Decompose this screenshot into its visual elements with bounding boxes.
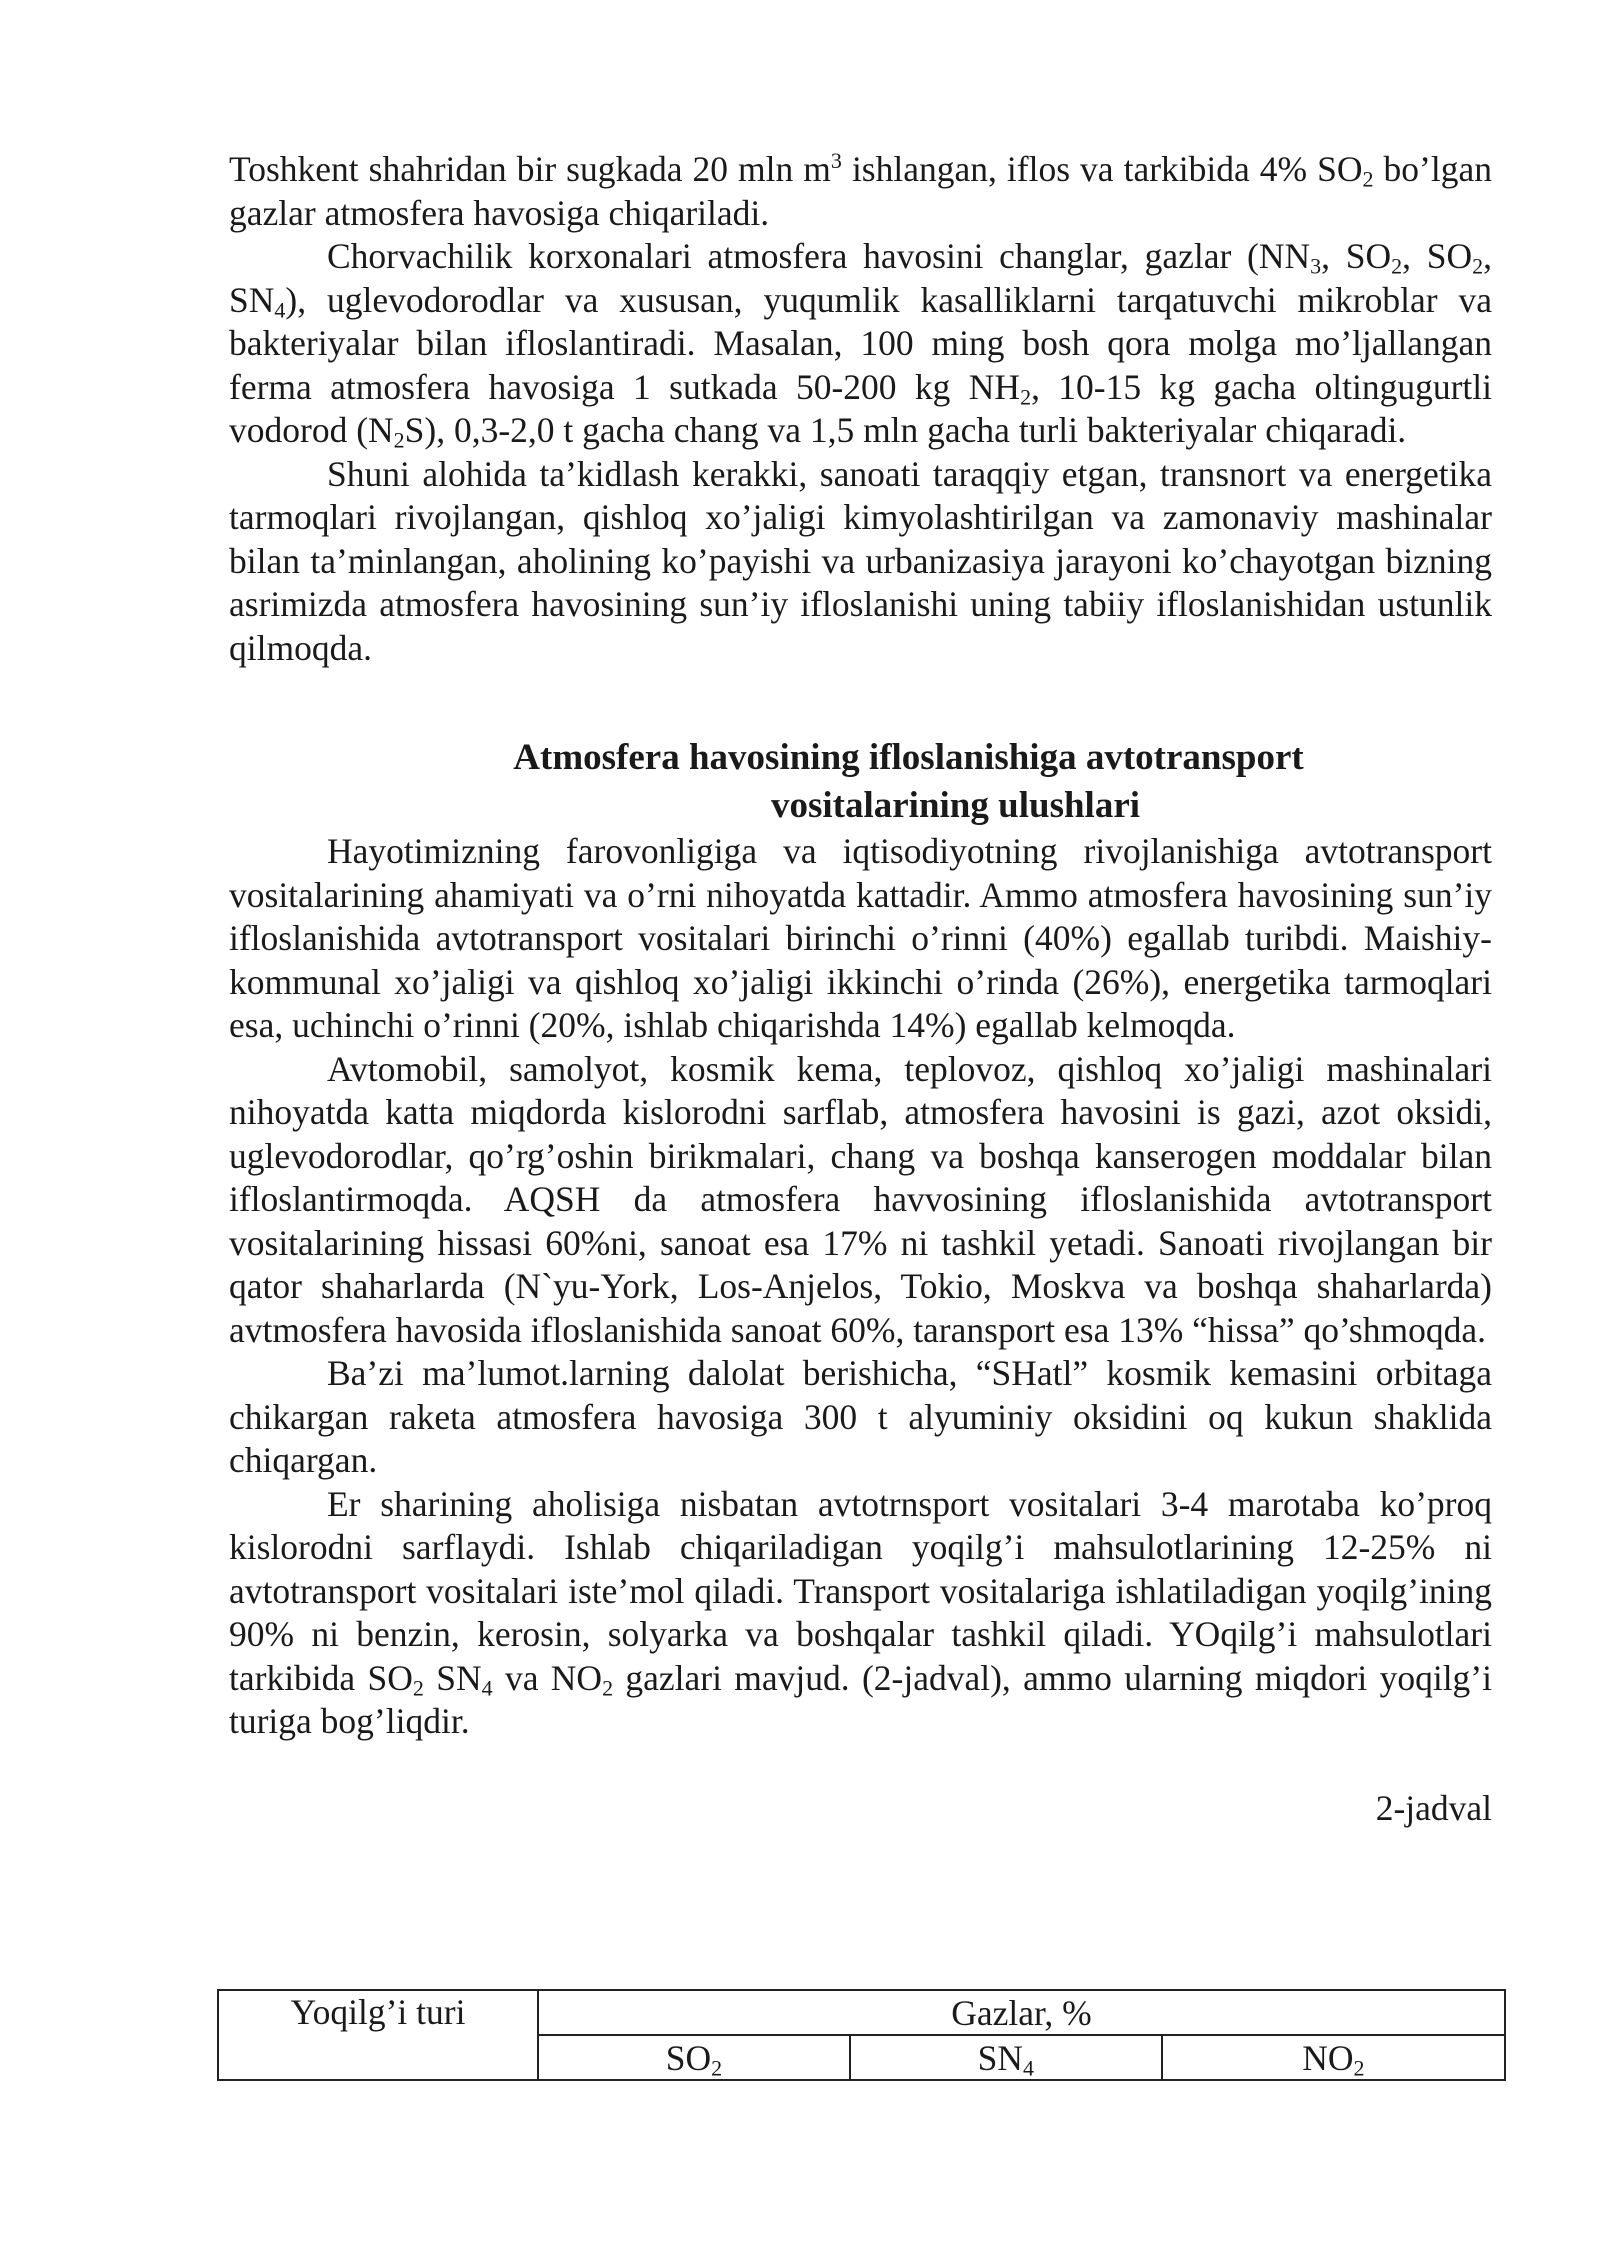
text-run: , 10-15 kg gacha oltingugurtli vodorod (N (229, 366, 1493, 450)
paragraph-fuel (229, 1483, 1492, 1744)
subscript: 2 (602, 1675, 614, 1700)
subscript: 2 (1362, 166, 1374, 192)
text-run: SN (423, 1657, 482, 1698)
subscript: 4 (481, 1675, 493, 1700)
text-run: , SO (1321, 236, 1392, 276)
gases-table (217, 1989, 1506, 2081)
text-run: ), uglevodorodlar va xususan, yuqumlik kasalliklarni tarqatuvchi mikroblar va bakteriyalar bilan ifloslantiradi. Masalan, 100 ming bosh qora molga mo’ljallangan ferma atmosfera havosiga 1 sutkada 50-200 kg NH (229, 279, 1492, 407)
paragraph-artificial-pollution: Shuni alohida ta’kidlash kerakki, sanoati taraqqiy etgan, transnort va energetika tarmoqlari rivojlangan, qishloq xo’jaligi kimyolashtirilgan va zamonaviy mashinalar bilan ta’minlangan, aholining ko’payishi va urbanizasiya jarayoni ko’chayotgan bizning asrimizda atmosfera havosining sun’iy ifloslanishi uning tabiiy ifloslanishidan ustunlik qilmoqda. (229, 453, 1492, 668)
text-run: bo’lgan gazlar atmosfera havosiga chiqariladi. (229, 149, 1492, 233)
subscript: 2 (1020, 384, 1032, 409)
paragraph-shuttle: Ba’zi ma’lumot.larning dalolat berishicha, “SHatl” kosmik kemasini orbitaga chikargan raketa atmosfera havosiga 300 t alyuminiy oksidini oq kukun shaklida chiqargan. (229, 1353, 1492, 1480)
paragraph-vehicles: Avtomobil, samolyot, kosmik kema, teplovoz, qishloq xo’jaligi mashinalari nihoyatda katta miqdorda kislorodni sarflab, atmosfera havosini is gazi, azot oksidi, uglevodorodlar, qo’rg’oshin birikmalari, chang va boshqa kanserogen moddalar bilan ifloslantirmoqda. AQSH da atmosfera havvosining ifloslanishida avtotransport vositalarining hissasi 60%ni, sanoat esa 17% ni tashkil yetadi. Sanoati rivojlangan bir qator shaharlarda (N`yu-York, Los-Anjelos, Tokio, Moskva va boshqa shaharlarda) avtmosfera havosida ifloslanishida sanoat 60%, taransport esa 13% “hissa” qo’shmoqda. (229, 1048, 1492, 1350)
gas-header-so2: $SO_2$ (538, 2035, 850, 2080)
text-run: , SO (1402, 236, 1473, 276)
text-run: Chorvachilik korxonalari atmosfera havosini changlar, gazlar (NN (327, 236, 1311, 276)
subscript: 2 (412, 1675, 424, 1700)
paragraph-transport-share: Hayotimizning farovonligiga va iqtisodiyotning rivojlanishiga avtotransport vositalarining ahamiyati va o’rni nihoyatda kattadir. Ammo atmosfera havosining sun’iy ifloslanishida avtotransport vositalari birinchi o’rinni (40%) egallab turibdi. Maishiy-kommunal xo’jaligi va qishloq xo’jaligi ikkinchi o’rinda (26%), energetika tarmoqlari esa, uchinchi o’rinni (20%, ishlab chiqarishda 14%) egallab kelmoqda. (229, 831, 1492, 1045)
text-run: S), 0,3-2,0 t gacha chang va 1,5 mln gacha turli bakteriyalar chiqaradi. (404, 410, 1407, 450)
paragraph-livestock (229, 235, 1492, 453)
text-run: ishlangan, iflos va tarkibida 4% SO (841, 149, 1363, 189)
text-run: gazlari mavjud. (2-jadval), ammo ularning miqdori yoqilg’i turiga bog’liqdir. (229, 1657, 1492, 1741)
subscript: 2 (1472, 253, 1484, 279)
table-caption: 2-jadval (1375, 1787, 1492, 1828)
subscript: 2 (1391, 253, 1403, 279)
text-run: va NO (492, 1657, 603, 1698)
text-run: Er sharining aholisiga nisbatan avtotrnsport vositalari 3-4 marotaba ko’proq kislorodni sarflaydi. Ishlab chiqariladigan yoqilg’i mahsulotlarining 12-25% ni avtotransport vositalari iste’mol qiladi. Transport vositalariga ishlatiladigan yoqilg’ining 90% ni benzin, kerosin, solyarka va boshqalar tashkil qiladi. YOqilg’i mahsulotlari tarkibida SO (229, 1483, 1492, 1698)
text-run: Toshkent shahridan bir sugkada 20 mln m (229, 149, 831, 189)
subscript: 4 (274, 297, 286, 322)
gas-header-sn4: $SN_4$ (850, 2035, 1162, 2080)
heading-line-2: vositalarining ulushlari (770, 785, 1141, 826)
document-page (229, 148, 1492, 1830)
fuel-type-header: Yoqilg’i turi (218, 1990, 538, 2080)
superscript: 3 (830, 147, 842, 173)
table-header-row (218, 1990, 1505, 2035)
heading-line-1: Atmosfera havosining ifloslanishiga avtotransport (513, 737, 1304, 778)
subscript: 3 (1310, 253, 1322, 279)
text-run: , SN (229, 236, 1492, 320)
gases-group-header: Gazlar, % (538, 1990, 1505, 2035)
paragraph-emissions-tashkent (229, 148, 1492, 235)
subscript: 2 (393, 427, 405, 453)
section-heading (229, 734, 1492, 830)
gas-header-no2: $NO_2$ (1162, 2035, 1505, 2080)
